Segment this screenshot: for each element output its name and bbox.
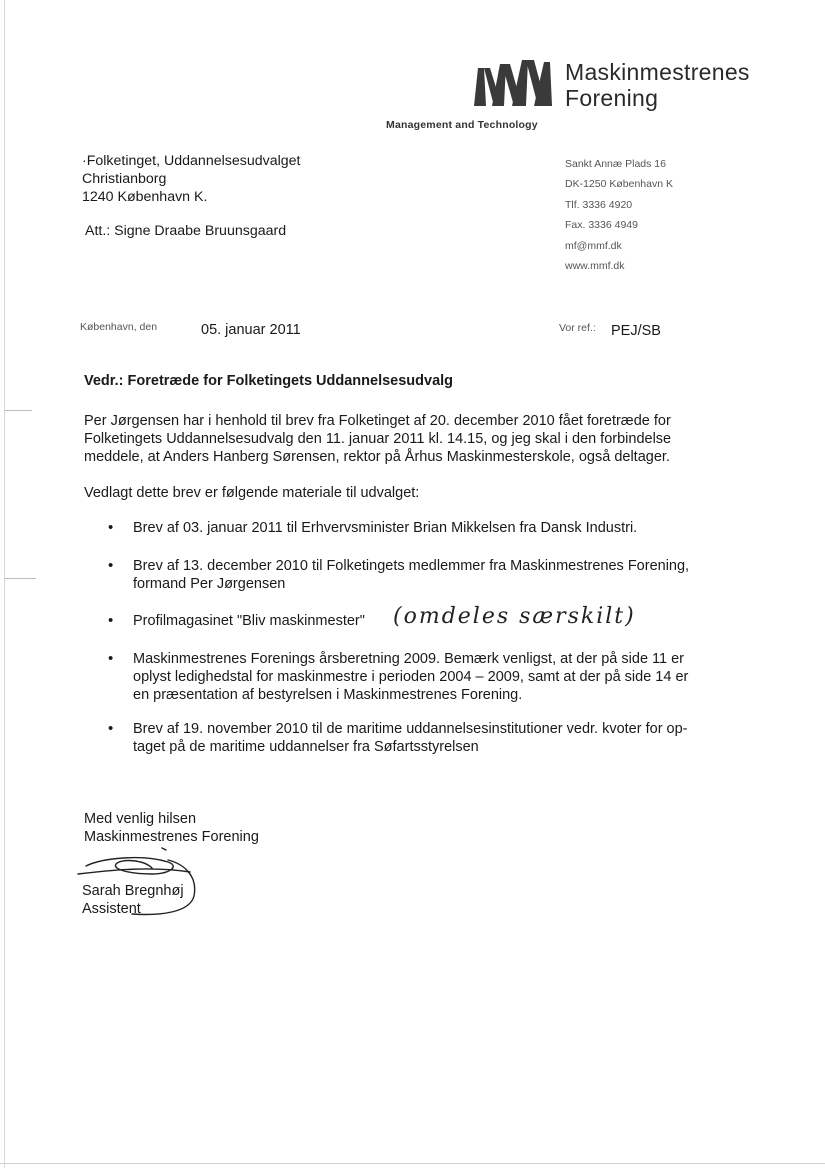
mmf-logo-icon — [472, 60, 554, 106]
list-item-line: formand Per Jørgensen — [133, 576, 286, 593]
place-label: København, den — [80, 321, 158, 333]
signer-title: Assistent — [82, 901, 141, 918]
sender-phone: Tlf. 3336 4920 — [565, 198, 633, 211]
sender-website: www.mmf.dk — [565, 260, 625, 273]
org-name-line1: Maskinmestrenes — [565, 59, 750, 85]
list-item-line: Brev af 13. december 2010 til Folketingets medlemmer fra Maskinmestrenes Forening, — [133, 558, 690, 574]
paragraph-line: Vedlagt dette brev er følgende materiale til udvalget: — [84, 485, 420, 501]
paragraph-line: meddele, at Anders Hanberg Sørensen, rektor på Århus Maskinmesterskole, også deltager. — [84, 449, 670, 466]
closing-greeting: Med venlig hilsen — [84, 811, 197, 827]
enclosure-intro — [84, 484, 419, 502]
scan-edge-bottom — [0, 1163, 825, 1164]
paragraph-line: Folketingets Uddannelsesudvalg den 11. januar 2011 kl. 14.15, og jeg skal i den forbindelse — [84, 431, 672, 448]
org-name — [565, 59, 750, 111]
closing-organization: Maskinmestrenes Forening — [84, 829, 259, 846]
list-item-line: Brev af 03. januar 2011 til Erhvervsminister Brian Mikkelsen fra Dansk Industri. — [133, 520, 638, 536]
list-item-line: Profilmagasinet "Bliv maskinmester" — [133, 613, 365, 629]
letter-subject: Vedr.: Foretræde for Folketingets Uddannelsesudvalg — [84, 373, 454, 389]
list-item-line: en præsentation af bestyrelsen i Maskinmestrenes Forening. — [133, 687, 523, 704]
list-item-line: Maskinmestrenes Forenings årsberetning 2009. Bemærk venligst, at der på side 11 er — [133, 651, 685, 667]
attention-line: Att.: Signe Draabe Bruunsgaard — [85, 223, 287, 239]
handwritten-note: (omdeles særskilt) — [393, 604, 636, 629]
letter-date: 05. januar 2011 — [201, 322, 301, 338]
paragraph-line: Per Jørgensen har i henhold til brev fra Folketinget af 20. december 2010 fået foretræde for — [84, 413, 671, 429]
bullet-icon: • — [108, 557, 114, 574]
org-tagline: Management and Technology — [386, 119, 538, 131]
sender-postal: DK-1250 København K — [565, 178, 673, 191]
sender-fax: Fax. 3336 4949 — [565, 219, 638, 232]
bullet-icon: • — [108, 650, 114, 667]
fold-mark-lower — [4, 578, 36, 579]
recipient-line: Christianborg — [82, 171, 167, 187]
org-name-line2: Forening — [565, 85, 659, 111]
closing — [84, 810, 259, 846]
intro-paragraph — [84, 412, 671, 467]
sender-email: mf@mmf.dk — [565, 239, 622, 252]
bullet-icon: • — [108, 720, 114, 737]
list-item-line: Brev af 19. november 2010 til de maritime uddannelsesinstitutioner vedr. kvoter for op- — [133, 721, 688, 737]
fold-mark-upper — [4, 410, 32, 411]
scan-edge-left — [4, 0, 5, 1168]
reference-label: Vor ref.: — [559, 322, 596, 334]
reference-value: PEJ/SB — [611, 323, 661, 339]
bullet-icon: • — [108, 519, 114, 536]
recipient-line: ·Folketinget, Uddannelsesudvalget — [82, 153, 301, 169]
list-item-line: oplyst ledighedstal for maskinmestre i perioden 2004 – 2009, samt at der på side 14 er — [133, 669, 689, 686]
recipient-address — [82, 152, 300, 206]
bullet-icon: • — [108, 612, 114, 629]
signer-block — [82, 882, 184, 918]
recipient-line: 1240 København K. — [82, 189, 208, 205]
list-item-line: taget på de maritime uddannelser fra Søfartsstyrelsen — [133, 739, 479, 756]
signer-name: Sarah Bregnhøj — [82, 883, 184, 899]
sender-street: Sankt Annæ Plads 16 — [565, 158, 666, 170]
sender-address — [565, 154, 673, 276]
